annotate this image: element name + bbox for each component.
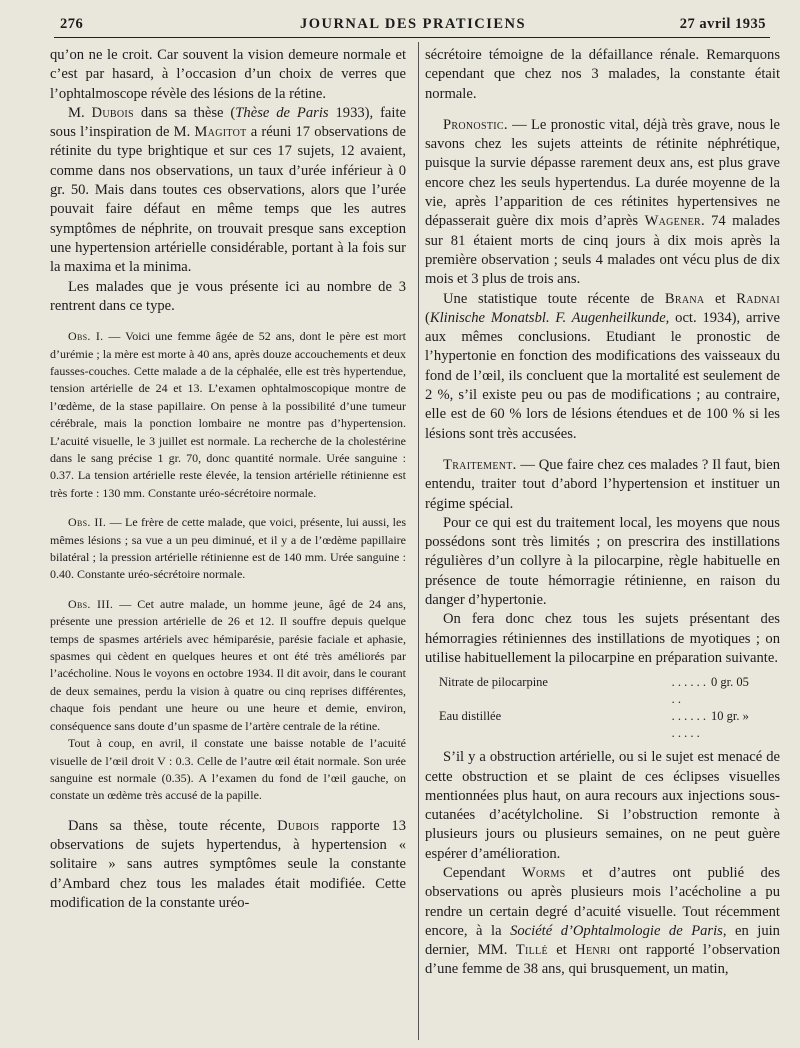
prescription-row: Eau distillée . . . . . . . . . . . 10 gr. » — [439, 708, 780, 742]
author-name: Brana — [664, 290, 705, 307]
observation-label: Obs. II. — [68, 515, 107, 530]
paragraph: Dans sa thèse, toute récente, Dubois rapporte 13 observations de sujets hypertendus, à hypertension « solitaire » sans autres symptômes seule la constante d’Ambard chez tous les malades était modifiée. Cette modification de la constante uréo- — [50, 817, 406, 911]
author-name: Radnai — [736, 290, 780, 307]
paragraph: On fera donc chez tous les sujets présentant des hémorragies rétiniennes des instillations de myotiques ; on utilise habituellement la pilocarpine en préparation suivante. — [425, 611, 780, 666]
section-pronostic: Pronostic. — Le pronostic vital, déjà très grave, nous le savons chez les sujets atteints de rétinite néphrétique, puisque la survie dépasse rarement deux ans, est plus grave encore chez les seuls hypertendus. La durée moyenne de la vie, après l’apparition de ces rétinites hypertensives ne dépasserait guère dix mois d’après Wagener. 74 malades sur 81 étaient morts de cinq jours à dix mois après la première observation ; seuls 4 malades ont vécu plus de dix mois et 3 plus de trois ans. — [425, 116, 780, 288]
citation: Thèse de Paris — [235, 104, 329, 121]
author-name: Worms — [521, 864, 566, 881]
paragraph: Les malades que je vous présente ici au nombre de 3 rentrent dans ce type. — [50, 278, 406, 314]
author-name: Wagener — [644, 213, 701, 230]
observation-3: Obs. III. — Cet autre malade, un homme jeune, âgé de 24 ans, présente une pression artérielle de 26 et 12. Il souffre depuis quelque temps de spasmes artériels avec hémiparésie, parésie faciale et aphasie, spasmes qui cèdent en quelques heures et ont été très améliorés par l’acécholine. Nous le voyons en octobre 1934. Il dit avoir, dans le courant de deux semaines, perdu la vision à quatre ou cinq reprises différentes, chaque fois pendant une heure ou une heure et demie, environ, conséquence sans doute d’un spasme de l’artère centrale de la rétine. — [50, 596, 407, 733]
author-name: Tillé — [515, 942, 548, 959]
right-column — [425, 46, 780, 980]
quantity: 0 gr. 05 — [711, 675, 749, 690]
paragraph: Cependant Worms et d’autres ont publié des observations ou après plusieurs mois l’acécholine a pu rendre un certain degré d’acuité visuelle. Tout récemment encore, à la Société d’Ophtalmologie de Paris, en juin dernier, MM. Tillé et Henri ont rapporté l’observation d’une femme de 38 ans, qui brusquement, un matin, — [425, 864, 780, 978]
column-divider — [418, 42, 419, 1040]
ingredient: Eau distillée — [439, 709, 502, 724]
paragraph: qu’on ne le croit. Car souvent la vision demeure normale et c’est par hasard, à l’occasion d’un choix de verres que l’ophtalmoscope révèle des lésions de la rétine. — [50, 47, 406, 102]
observation-3-continued: Tout à coup, en avril, il constate une baisse notable de l’acuité visuelle de l’œil droit V : 0.3. Celle de l’autre œil était normale. Son urée sanguine est normale (0.35). A l’examen du fond de l’œil gauche, on constate un œdème très accusé de la papille. — [50, 736, 406, 803]
author-name: Dubois — [277, 817, 320, 834]
author-name: Dubois — [91, 104, 134, 121]
left-column — [50, 46, 406, 913]
quantity: 10 gr. » — [711, 709, 749, 724]
section-heading: Traitement. — [443, 456, 517, 473]
ingredient: Nitrate de pilocarpine — [439, 675, 548, 690]
issue-date: 27 avril 1935 — [679, 16, 766, 32]
citation: Klinische Monatsbl. F. Augenheilkunde, — [429, 309, 670, 326]
prescription-row: Nitrate de pilocarpine . . . . . . . . 0 gr. 05 — [439, 674, 780, 708]
header-rule — [54, 37, 770, 38]
page-header — [60, 14, 766, 36]
observation-1: Obs. I. — Voici une femme âgée de 52 ans, dont le père est mort d’urémie ; la mère est morte à 40 ans, après douze accouchements et deux fausses-couches. Cette malade a de la céphalée, elle est très hypertendue, tension artérielle de 24 et 13. L’examen ophtalmoscopique montre de l’œdème, de la stase papillaire. On pense à la possibilité d’une tumeur cérébrale, mais la ponction lombaire ne montre pas d’hypertension. L’acuité visuelle, le 3 juillet est normale. La recherche de la cholestérine dans le sang précise 1 gr. 70, donc quantité normale. Urée sanguine : 0.37. La tension artérielle reste élevée, la tension artérielle rétinienne est très forte : 130 mm. Constante uréo-sécrétoire normale. — [50, 329, 406, 500]
observation-2: Obs. II. — Le frère de cette malade, que voici, présente, lui aussi, les mêmes lésions ; sa vue a un peu diminué, et il y a de l’œdème papillaire bilatéral ; la pression artérielle rétinienne est de 140 mm. Urée sanguine : 0.40. Constante uréo-sécrétoire normale. — [50, 515, 407, 582]
society-name: Société d’Ophtalmologie de Paris — [510, 922, 723, 939]
section-heading: Pronostic. — [443, 116, 508, 133]
author-name: Magitot — [194, 124, 247, 141]
observation-label: Obs. I. — [68, 329, 104, 344]
author-name: Henri — [575, 942, 611, 959]
paragraph: M. Dubois dans sa thèse (Thèse de Paris 1933), faite sous l’inspiration de M. Magitot a réuni 17 observations de rétinite du type brightique et sur ces 17 sujets, 12 avaient, comme dans nos observations, un taux d’urée inférieur à 0 gr. 50. Mais dans toutes ces observations, alors que l’urée pouvait faire défaut en même temps que les autres symptômes de néphrite, on trouvait presque sans exception une hypertension artérielle considérable, portant à la fois sur la maxima et la minima. — [50, 104, 406, 276]
observation-label: Obs. III. — [68, 596, 114, 611]
paragraph: S’il y a obstruction artérielle, ou si le sujet est menacé de cette obstruction et se plaint de ces éclipses visuelles mentionnées plus haut, on aura recours aux injections sous-cutanées d’acétylcholine. Si l’obstruction remonte à plusieurs jours ou plusieurs semaines, on ne peut guère espérer d’amélioration. — [425, 749, 780, 862]
journal-title: JOURNAL DES PRATICIENS — [299, 16, 527, 32]
paragraph: Une statistique toute récente de Brana et Radnai (Klinische Monatsbl. F. Augenheilkunde, oct. 1934), arrive aux mêmes conclusions. Etudiant le pronostic de l’hypertonie en fonction des modifications des vaisseaux du fond de l’œil, ils concluent que la mortalité est seulement de 2 %, s’il existe peu ou pas de modifications ; au contraire, elle est de 60 % lors de lésions étendues et de 100 % si les lésions sont très accusées. — [425, 290, 780, 442]
paragraph: Pour ce qui est du traitement local, les moyens que nous possédons sont très limités ; on prescrira des instillations régulières d’un collyre à la pilocarpine, règle habituelle en présence de toute hémorragie rétinienne, en raison du danger d’hypertonie. — [425, 514, 780, 609]
page-number: 276 — [60, 16, 84, 32]
prescription — [439, 674, 780, 742]
paragraph: sécrétoire témoigne de la défaillance rénale. Remarquons cependant que chez nos 3 malades, la constante était normale. — [425, 47, 780, 102]
section-traitement: Traitement. — Que faire chez ces malades ? Il faut, bien entendu, traiter tout d’abord l’hypertension et instituer un régime spécial. — [425, 456, 780, 512]
